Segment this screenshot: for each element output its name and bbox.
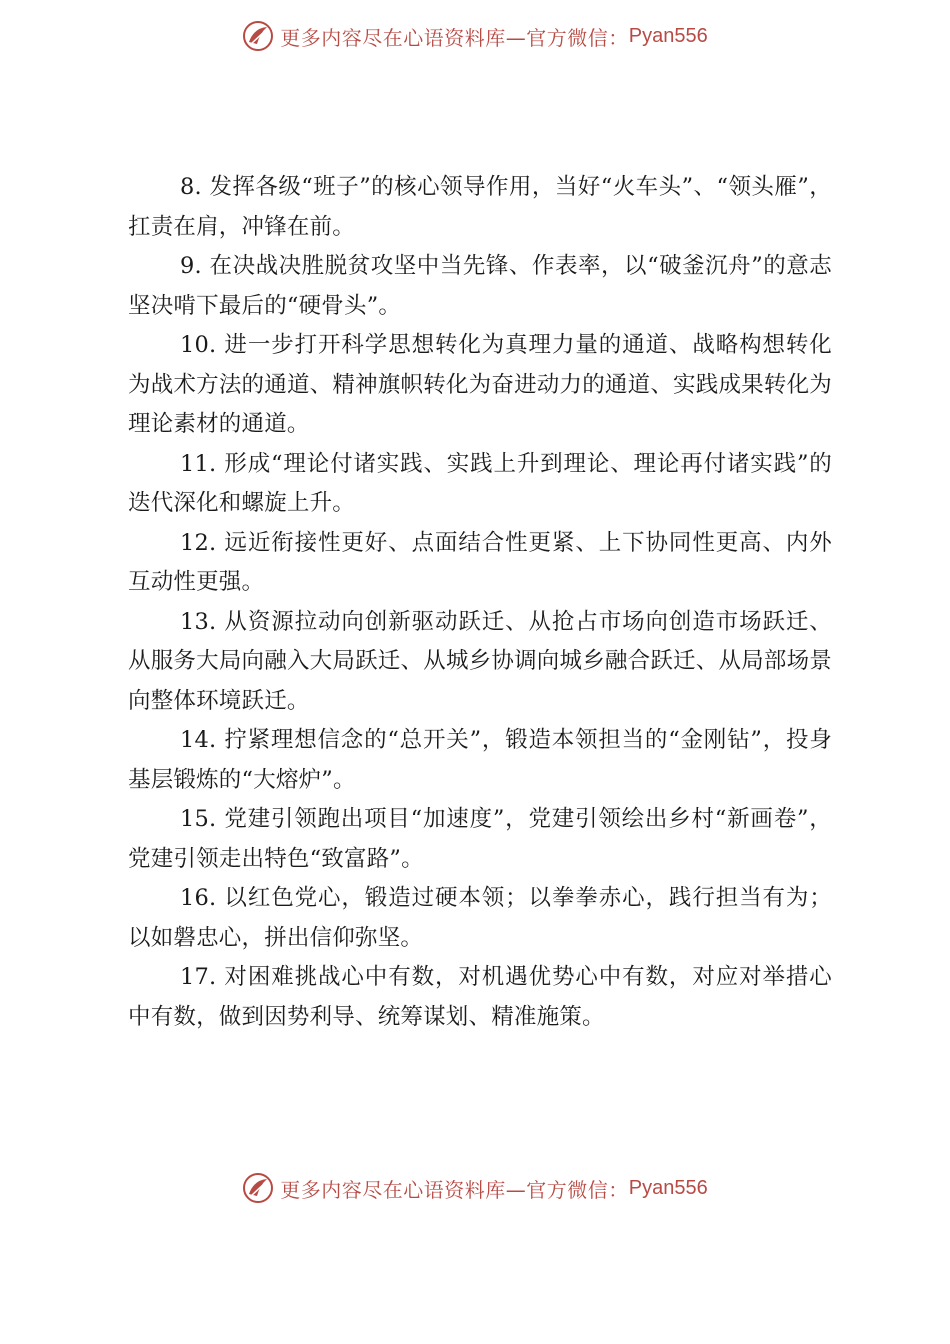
list-item: 11. 形成“理论付诸实践、实践上升到理论、理论再付诸实践”的迭代深化和螺旋上升。 <box>128 450 832 516</box>
list-item: 10. 进一步打开科学思想转化为真理力量的通道、战略构想转化为战术方法的通道、精神旗帜转化为奋进动力的通道、实践成果转化为理论素材的通道。 <box>128 332 832 437</box>
list-item: 15. 党建引领跑出项目“加速度”，党建引领绘出乡村“新画卷”，党建引领走出特色“致富路”。 <box>128 806 832 872</box>
list-item: 14. 拧紧理想信念的“总开关”，锻造本领担当的“金刚钻”，投身基层锻炼的“大熔炉”。 <box>128 727 832 793</box>
logo-icon <box>242 20 274 52</box>
list-item: 13. 从资源拉动向创新驱动跃迁、从抢占市场向创造市场跃迁、从服务大局向融入大局跃迁、从城乡协调向城乡融合跃迁、从局部场景向整体环境跃迁。 <box>128 608 832 714</box>
logo-icon <box>242 1172 274 1204</box>
watermark-account: Pyan556 <box>628 24 708 47</box>
watermark-text: 更多内容尽在心语资料库—官方微信： <box>280 25 629 50</box>
list-item: 17. 对困难挑战心中有数，对机遇优势心中有数，对应对举措心中有数，做到因势利导、统筹谋划、精准施策。 <box>128 964 832 1030</box>
footer-watermark <box>0 1168 950 1208</box>
watermark-account: Pyan556 <box>628 1176 708 1199</box>
list-item: 9. 在决战决胜脱贫攻坚中当先锋、作表率，以“破釜沉舟”的意志坚决啃下最后的“硬骨头”。 <box>128 253 832 319</box>
list-item: 12. 远近衔接性更好、点面结合性更紧、上下协同性更高、内外互动性更强。 <box>128 529 832 595</box>
watermark-text: 更多内容尽在心语资料库—官方微信： <box>280 1177 629 1202</box>
list-item: 16. 以红色党心，锻造过硬本领；以拳拳赤心，践行担当有为；以如磐忠心，拼出信仰弥坚。 <box>128 885 832 951</box>
document-body <box>128 168 832 1037</box>
header-watermark <box>0 16 950 56</box>
list-item: 8. 发挥各级“班子”的核心领导作用，当好“火车头”、“领头雁”，扛责在肩，冲锋在前。 <box>128 174 832 240</box>
